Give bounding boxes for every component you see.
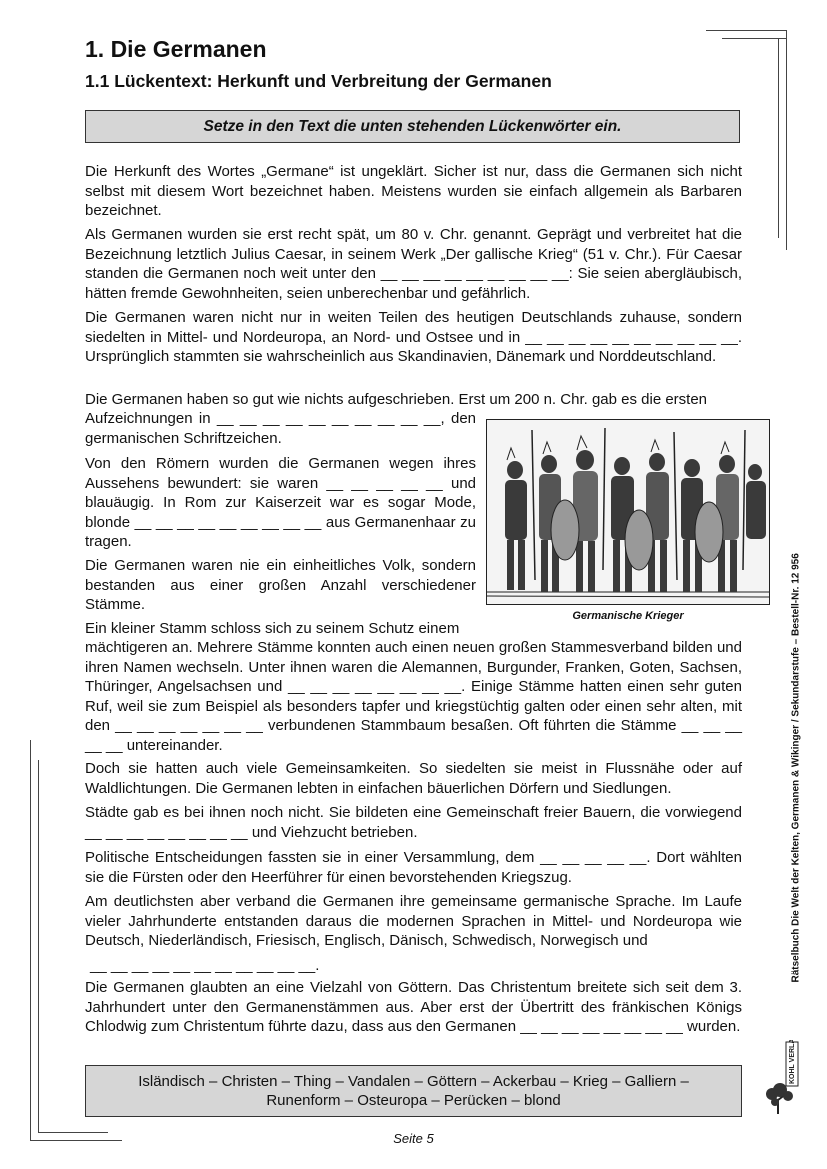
frame-line [30,740,31,1140]
paragraph-9: Städte gab es bei ihnen noch nicht. Sie bildeten eine Gemeinschaft freier Bauern, die vorwiegend __ __ __ __ __ __ __ __ und Viehzucht betrieben. [85,804,742,841]
word-bank-box [85,1065,742,1117]
frame-line [706,30,786,31]
warriors-drawing [487,420,770,605]
instruction-text: Setze in den Text die unten stehenden Lückenwörter ein. [203,117,622,135]
paragraph-1: Die Herkunft des Wortes „Germane“ ist ungeklärt. Sicher ist nur, dass die Germanen sich nicht selbst mit diesem Wort bezeichnet haben. Meistens wurden sie einfach allgemein als Barbaren bezeichnet. [85,163,742,220]
paragraph-11-blank: __ __ __ __ __ __ __ __ __ __ __. [90,957,320,974]
instruction-box [85,110,740,143]
sidebar-imprint [784,553,808,990]
sidebar-imprint-text: Rätselbuch Die Welt der Kelten, Germanen & Wikinger / Sekundarstufe – Bestell-Nr. 12 956 [790,553,802,983]
word-bank-line-1: Isländisch – Christen – Thing – Vandalen – Göttern – Ackerbau – Krieg – Galliern – [138,1073,689,1090]
paragraph-12: Die Germanen glaubten an eine Vielzahl von Göttern. Das Christentum breitete sich seit dem 3. Jahrhundert unter den Germanenstämmen aus. Aber erst der Übertritt des fränkischen Königs Chlodwig zum Christentum führte dazu, dass aus den Germanen __ __ __ __ __ __ __ __ wurden. [85,979,742,1036]
paragraph-4-rest: Aufzeichnungen in __ __ __ __ __ __ __ __ __ __, den germanischen Schriftzeichen. [85,410,476,447]
paragraph-7-rest: mächtigeren an. Mehrere Stämme konnten auch einen neuen großen Stammesverband bilden und ihren Namen wechseln. Unter ihnen waren die Alemannen, Burgunder, Franken, Goten, Sachsen, Thüringer, Angelsachsen und __ __ __ __ __ __ __ __. Einige Stämme hatten einen sehr guten Ruf, weil sie zum Beispiel als besonders tapfer und kriegstüchtig galten oder einen sehr alten, mit den __ __ __ __ __ __ __ verbundenen Stammbaum besaßen. Oft führten die Stämme __ __ __ __ __ untereinander. [85,639,742,754]
paragraph-2: Als Germanen wurden sie erst recht spät, um 80 v. Chr. genannt. Geprägt und verbreitet hat die Bezeichnung letztlich Julius Caesar, in seinem Werk „Der gallische Krieg“ (51 v. Chr.). Für Caesar standen die Germanen noch weit unter den __ __ __ __ __ __ __ __ __: Sie seien abergläubisch, hätten fremde Gewohnheiten, seien unberechenbar und gefährlich. [85,226,742,302]
word-bank-line-2: Runenform – Osteuropa – Perücken – blond [266,1092,561,1109]
frame-line [778,38,779,238]
germanic-warriors-illustration [486,419,770,605]
page-subtitle: 1.1 Lückentext: Herkunft und Verbreitung der Germanen [85,71,552,91]
paragraph-8: Doch sie hatten auch viele Gemeinsamkeiten. So siedelten sie meist in Flussnähe oder auf Waldlichtungen. Die Germanen lebten in einfachen bäuerlichen Dörfern und Siedlungen. [85,760,742,797]
frame-line [722,38,786,39]
paragraph-7-line1: Ein kleiner Stamm schloss sich zu seinem Schutz einem [85,620,460,637]
paragraph-4-line1: Die Germanen haben so gut wie nichts aufgeschrieben. Erst um 200 n. Chr. gab es die ersten [85,391,708,408]
paragraph-11: Am deutlichsten aber verband die Germanen ihre gemeinsame germanische Sprache. Im Laufe vieler Jahrhunderte entstanden daraus die modernen Sprachen in Mittel- und Nordeuropa wie Deutsch, Niederländisch, Friesisch, Englisch, Dänisch, Schwedisch, Norwegisch und [85,893,742,950]
paragraph-3: Die Germanen waren nicht nur in weiten Teilen des heutigen Deutschlands zuhause, sondern siedelten in Mittel- und Nordeuropa, an Nord- und Ostsee und in __ __ __ __ __ __ __ __ __ __. Ursprünglich stammten sie wahrscheinlich aus Skandinavien, Dänemark und Norddeutschland. [85,309,742,366]
page-number: Seite 5 [393,1131,434,1146]
publisher-logo [764,1040,804,1116]
logo-text: KOHL VERLAG [789,1040,796,1084]
frame-line [38,760,39,1132]
illustration-caption: Germanische Krieger [572,610,684,622]
paragraph-6: Die Germanen waren nie ein einheitliches Volk, sondern bestanden aus einer großen Anzahl verschiedener Stämme. [85,557,476,614]
paragraph-5: Von den Römern wurden die Germanen wegen ihres Aussehens bewundert: sie waren __ __ __ __ __ und blauäugig. In Rom zur Kaiserzeit war es sogar Mode, blonde __ __ __ __ __ __ __ __ __ aus Germanenhaar zu tragen. [85,455,476,551]
paragraph-10: Politische Entscheidungen fassten sie in einer Versammlung, dem __ __ __ __ __. Dort wählten sie die Fürsten oder den Heerführer für einen bevorstehenden Kriegszug. [85,849,742,886]
frame-line [786,30,787,250]
page-title: 1. Die Germanen [85,36,267,62]
tree-logo-icon [764,1040,804,1116]
